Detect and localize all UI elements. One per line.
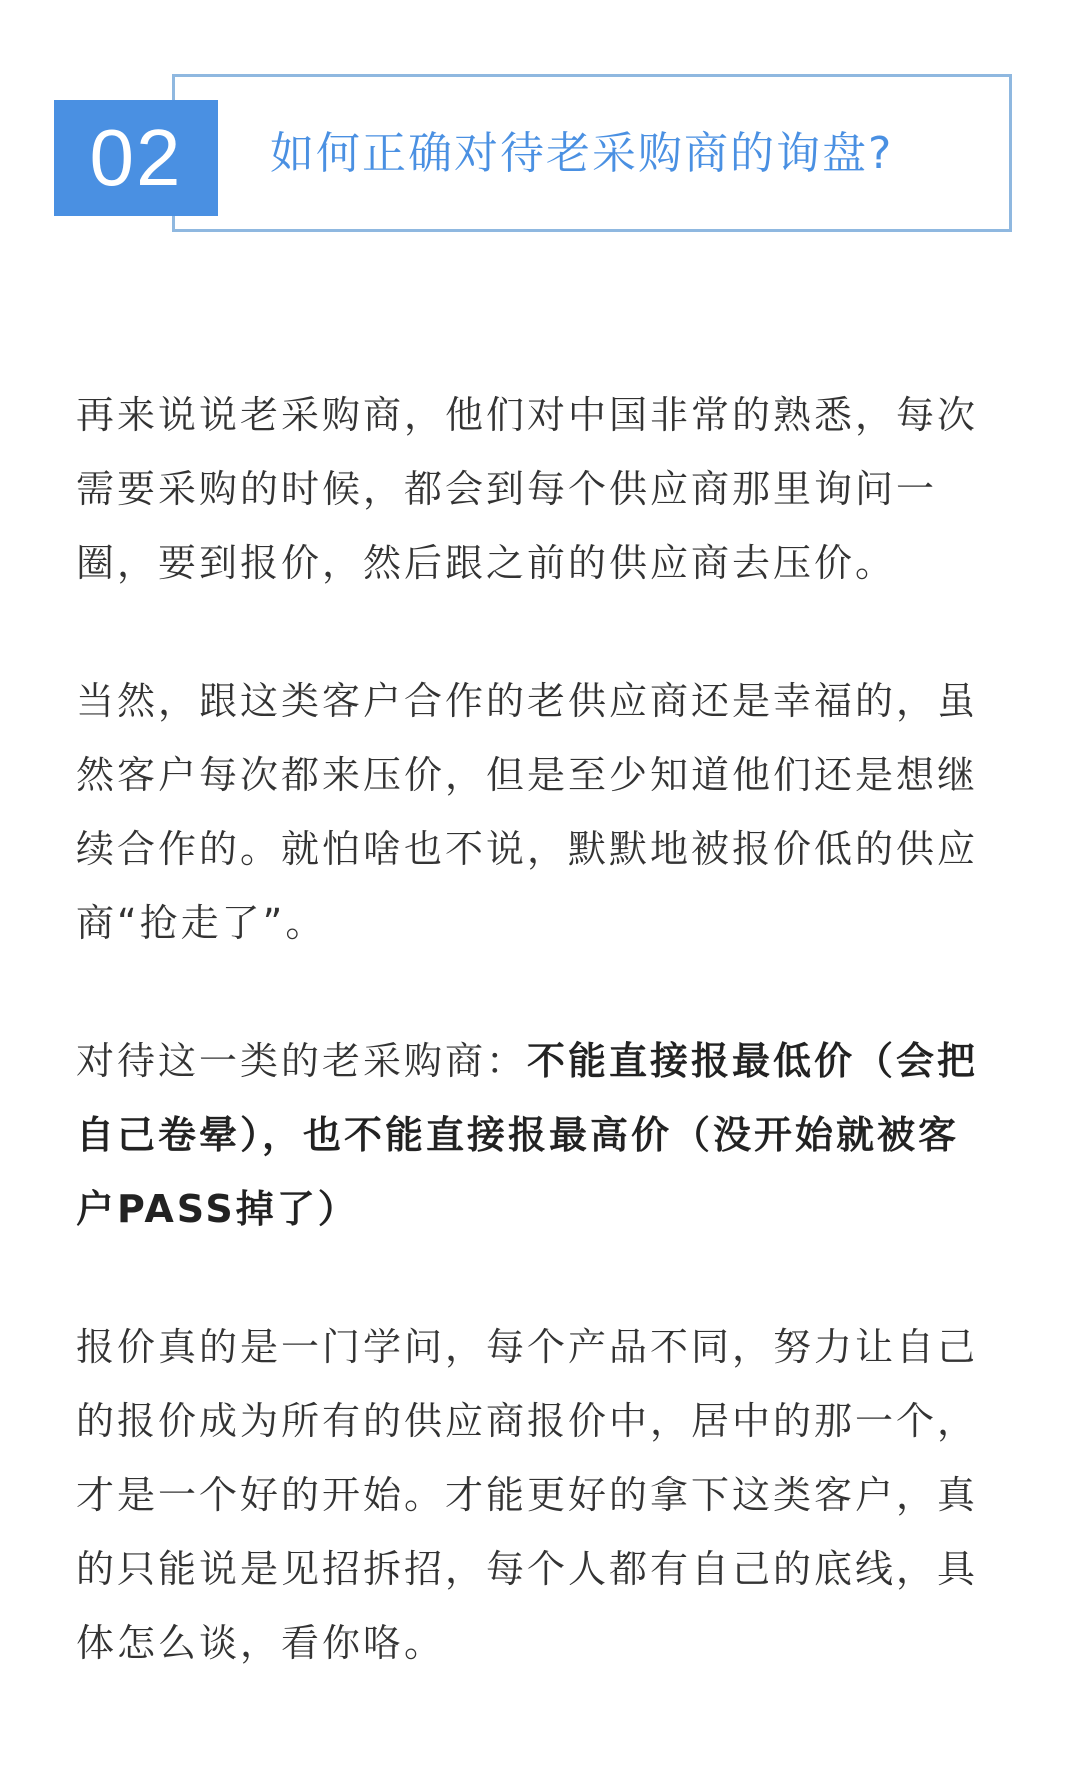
paragraph-3-emphasis: 不能直接报最低价（会把自己卷晕），也不能直接报最高价（没开始就被客户PASS掉了） [76,1039,979,1231]
section-number-badge: 02 [54,100,218,216]
article-body [76,378,996,1680]
paragraph-1: 再来说说老采购商，他们对中国非常的熟悉，每次需要采购的时候，都会到每个供应商那里询问一圈，要到报价，然后跟之前的供应商去压价。 [76,393,979,585]
paragraph-2: 当然，跟这类客户合作的老供应商还是幸福的，虽然客户每次都来压价，但是至少知道他们还是想继续合作的。就怕啥也不说，默默地被报价低的供应商“抢走了”。 [76,679,979,945]
paragraph-3-prefix: 对待这一类的老采购商： [76,1039,528,1083]
paragraph-3 [76,1024,996,1246]
paragraph-4: 报价真的是一门学问，每个产品不同，努力让自己的报价成为所有的供应商报价中，居中的那一个，才是一个好的开始。才能更好的拿下这类客户，真的只能说是见招拆招，每个人都有自己的底线，具体怎么谈，看你咯。 [76,1325,979,1665]
section-title: 如何正确对待老采购商的询盘? [270,128,894,179]
